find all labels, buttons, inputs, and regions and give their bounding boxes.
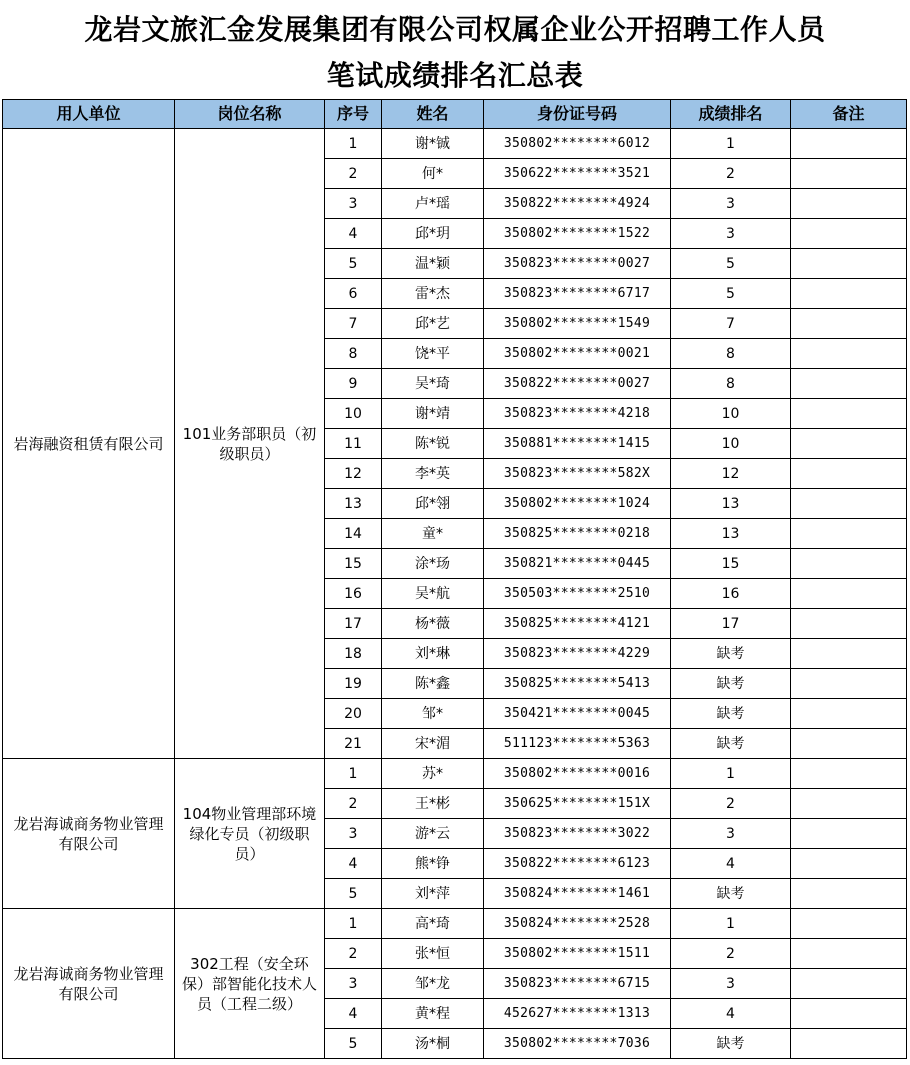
- name-cell: 杨*薇: [382, 609, 484, 639]
- id-number-cell: 350825********5413: [484, 669, 671, 699]
- rank-cell: 13: [671, 489, 791, 519]
- id-number-cell: 350823********3022: [484, 819, 671, 849]
- rank-cell: 缺考: [671, 879, 791, 909]
- name-cell: 温*颖: [382, 249, 484, 279]
- note-cell: [791, 159, 907, 189]
- rank-cell: 4: [671, 849, 791, 879]
- rank-cell: 5: [671, 249, 791, 279]
- name-cell: 宋*湄: [382, 729, 484, 759]
- name-cell: 童*: [382, 519, 484, 549]
- rank-cell: 缺考: [671, 729, 791, 759]
- rank-cell: 1: [671, 129, 791, 159]
- id-number-cell: 350821********0445: [484, 549, 671, 579]
- id-number-cell: 350625********151X: [484, 789, 671, 819]
- rank-cell: 16: [671, 579, 791, 609]
- seq-cell: 5: [325, 249, 382, 279]
- header-name: 姓名: [382, 100, 484, 129]
- seq-cell: 1: [325, 759, 382, 789]
- rank-cell: 2: [671, 159, 791, 189]
- rank-cell: 1: [671, 759, 791, 789]
- table-body: [3, 129, 907, 1059]
- seq-cell: 17: [325, 609, 382, 639]
- seq-cell: 18: [325, 639, 382, 669]
- id-number-cell: 350823********6717: [484, 279, 671, 309]
- name-cell: 苏*: [382, 759, 484, 789]
- id-number-cell: 350822********6123: [484, 849, 671, 879]
- seq-cell: 15: [325, 549, 382, 579]
- id-number-cell: 350824********2528: [484, 909, 671, 939]
- header-id-number: 身份证号码: [484, 100, 671, 129]
- name-cell: 汤*桐: [382, 1029, 484, 1059]
- score-table: [2, 99, 907, 1059]
- header-unit: 用人单位: [3, 100, 175, 129]
- name-cell: 黄*程: [382, 999, 484, 1029]
- name-cell: 张*恒: [382, 939, 484, 969]
- id-number-cell: 350823********582X: [484, 459, 671, 489]
- rank-cell: 缺考: [671, 639, 791, 669]
- name-cell: 刘*琳: [382, 639, 484, 669]
- name-cell: 何*: [382, 159, 484, 189]
- table-row: [3, 759, 907, 789]
- note-cell: [791, 999, 907, 1029]
- header-rank: 成绩排名: [671, 100, 791, 129]
- seq-cell: 4: [325, 219, 382, 249]
- header-position: 岗位名称: [175, 100, 325, 129]
- id-number-cell: 350802********7036: [484, 1029, 671, 1059]
- seq-cell: 9: [325, 369, 382, 399]
- note-cell: [791, 219, 907, 249]
- position-cell: 302工程（安全环保）部智能化技术人员（工程二级）: [175, 909, 325, 1059]
- rank-cell: 13: [671, 519, 791, 549]
- id-number-cell: 350822********0027: [484, 369, 671, 399]
- id-number-cell: 350823********0027: [484, 249, 671, 279]
- rank-cell: 10: [671, 429, 791, 459]
- position-cell: 104物业管理部环境绿化专员（初级职员）: [175, 759, 325, 909]
- note-cell: [791, 759, 907, 789]
- note-cell: [791, 939, 907, 969]
- header-row: [3, 100, 907, 129]
- note-cell: [791, 459, 907, 489]
- rank-cell: 2: [671, 939, 791, 969]
- name-cell: 陈*鑫: [382, 669, 484, 699]
- seq-cell: 11: [325, 429, 382, 459]
- id-number-cell: 350881********1415: [484, 429, 671, 459]
- id-number-cell: 350823********4229: [484, 639, 671, 669]
- name-cell: 王*彬: [382, 789, 484, 819]
- page-subtitle: 笔试成绩排名汇总表: [326, 59, 584, 92]
- note-cell: [791, 789, 907, 819]
- employer-cell: 龙岩海诚商务物业管理有限公司: [3, 909, 175, 1059]
- rank-cell: 2: [671, 789, 791, 819]
- id-number-cell: 350825********0218: [484, 519, 671, 549]
- note-cell: [791, 519, 907, 549]
- id-number-cell: 350824********1461: [484, 879, 671, 909]
- name-cell: 卢*瑶: [382, 189, 484, 219]
- note-cell: [791, 429, 907, 459]
- rank-cell: 3: [671, 219, 791, 249]
- seq-cell: 3: [325, 189, 382, 219]
- id-number-cell: 511123********5363: [484, 729, 671, 759]
- rank-cell: 缺考: [671, 699, 791, 729]
- table-row: [3, 129, 907, 159]
- note-cell: [791, 639, 907, 669]
- position-cell: 101业务部职员（初级职员）: [175, 129, 325, 759]
- name-cell: 吴*航: [382, 579, 484, 609]
- seq-cell: 10: [325, 399, 382, 429]
- note-cell: [791, 1029, 907, 1059]
- seq-cell: 13: [325, 489, 382, 519]
- seq-cell: 19: [325, 669, 382, 699]
- seq-cell: 5: [325, 1029, 382, 1059]
- seq-cell: 4: [325, 999, 382, 1029]
- name-cell: 游*云: [382, 819, 484, 849]
- note-cell: [791, 189, 907, 219]
- name-cell: 雷*杰: [382, 279, 484, 309]
- seq-cell: 1: [325, 909, 382, 939]
- seq-cell: 2: [325, 789, 382, 819]
- id-number-cell: 350802********1511: [484, 939, 671, 969]
- name-cell: 邹*龙: [382, 969, 484, 999]
- name-cell: 邱*玥: [382, 219, 484, 249]
- seq-cell: 5: [325, 879, 382, 909]
- rank-cell: 8: [671, 369, 791, 399]
- name-cell: 刘*萍: [382, 879, 484, 909]
- rank-cell: 3: [671, 819, 791, 849]
- header-note: 备注: [791, 100, 907, 129]
- note-cell: [791, 819, 907, 849]
- note-cell: [791, 129, 907, 159]
- rank-cell: 1: [671, 909, 791, 939]
- note-cell: [791, 369, 907, 399]
- rank-cell: 12: [671, 459, 791, 489]
- name-cell: 邱*翎: [382, 489, 484, 519]
- note-cell: [791, 339, 907, 369]
- id-number-cell: 350825********4121: [484, 609, 671, 639]
- id-number-cell: 350421********0045: [484, 699, 671, 729]
- seq-cell: 14: [325, 519, 382, 549]
- seq-cell: 8: [325, 339, 382, 369]
- page-title: 龙岩文旅汇金发展集团有限公司权属企业公开招聘工作人员: [84, 13, 826, 46]
- employer-cell: 岩海融资租赁有限公司: [3, 129, 175, 759]
- seq-cell: 6: [325, 279, 382, 309]
- id-number-cell: 350802********1549: [484, 309, 671, 339]
- note-cell: [791, 729, 907, 759]
- note-cell: [791, 849, 907, 879]
- id-number-cell: 350802********6012: [484, 129, 671, 159]
- id-number-cell: 350503********2510: [484, 579, 671, 609]
- note-cell: [791, 309, 907, 339]
- name-cell: 饶*平: [382, 339, 484, 369]
- note-cell: [791, 489, 907, 519]
- rank-cell: 4: [671, 999, 791, 1029]
- note-cell: [791, 249, 907, 279]
- employer-cell: 龙岩海诚商务物业管理有限公司: [3, 759, 175, 909]
- table-row: [3, 909, 907, 939]
- id-number-cell: 350622********3521: [484, 159, 671, 189]
- name-cell: 陈*锐: [382, 429, 484, 459]
- note-cell: [791, 399, 907, 429]
- rank-cell: 3: [671, 189, 791, 219]
- seq-cell: 1: [325, 129, 382, 159]
- note-cell: [791, 609, 907, 639]
- seq-cell: 12: [325, 459, 382, 489]
- name-cell: 谢*铖: [382, 129, 484, 159]
- seq-cell: 21: [325, 729, 382, 759]
- note-cell: [791, 699, 907, 729]
- id-number-cell: 350822********4924: [484, 189, 671, 219]
- id-number-cell: 350823********6715: [484, 969, 671, 999]
- name-cell: 谢*靖: [382, 399, 484, 429]
- note-cell: [791, 909, 907, 939]
- seq-cell: 3: [325, 969, 382, 999]
- id-number-cell: 350823********4218: [484, 399, 671, 429]
- name-cell: 邱*艺: [382, 309, 484, 339]
- seq-cell: 2: [325, 939, 382, 969]
- seq-cell: 2: [325, 159, 382, 189]
- name-cell: 邹*: [382, 699, 484, 729]
- name-cell: 高*琦: [382, 909, 484, 939]
- note-cell: [791, 669, 907, 699]
- name-cell: 熊*铮: [382, 849, 484, 879]
- seq-cell: 20: [325, 699, 382, 729]
- note-cell: [791, 879, 907, 909]
- rank-cell: 7: [671, 309, 791, 339]
- seq-cell: 4: [325, 849, 382, 879]
- rank-cell: 17: [671, 609, 791, 639]
- id-number-cell: 452627********1313: [484, 999, 671, 1029]
- seq-cell: 16: [325, 579, 382, 609]
- note-cell: [791, 279, 907, 309]
- id-number-cell: 350802********1522: [484, 219, 671, 249]
- id-number-cell: 350802********1024: [484, 489, 671, 519]
- rank-cell: 3: [671, 969, 791, 999]
- id-number-cell: 350802********0016: [484, 759, 671, 789]
- seq-cell: 7: [325, 309, 382, 339]
- id-number-cell: 350802********0021: [484, 339, 671, 369]
- note-cell: [791, 579, 907, 609]
- note-cell: [791, 549, 907, 579]
- rank-cell: 缺考: [671, 669, 791, 699]
- rank-cell: 5: [671, 279, 791, 309]
- note-cell: [791, 969, 907, 999]
- rank-cell: 10: [671, 399, 791, 429]
- name-cell: 涂*玚: [382, 549, 484, 579]
- name-cell: 吴*琦: [382, 369, 484, 399]
- rank-cell: 8: [671, 339, 791, 369]
- name-cell: 李*英: [382, 459, 484, 489]
- header-seq: 序号: [325, 100, 382, 129]
- rank-cell: 缺考: [671, 1029, 791, 1059]
- seq-cell: 3: [325, 819, 382, 849]
- rank-cell: 15: [671, 549, 791, 579]
